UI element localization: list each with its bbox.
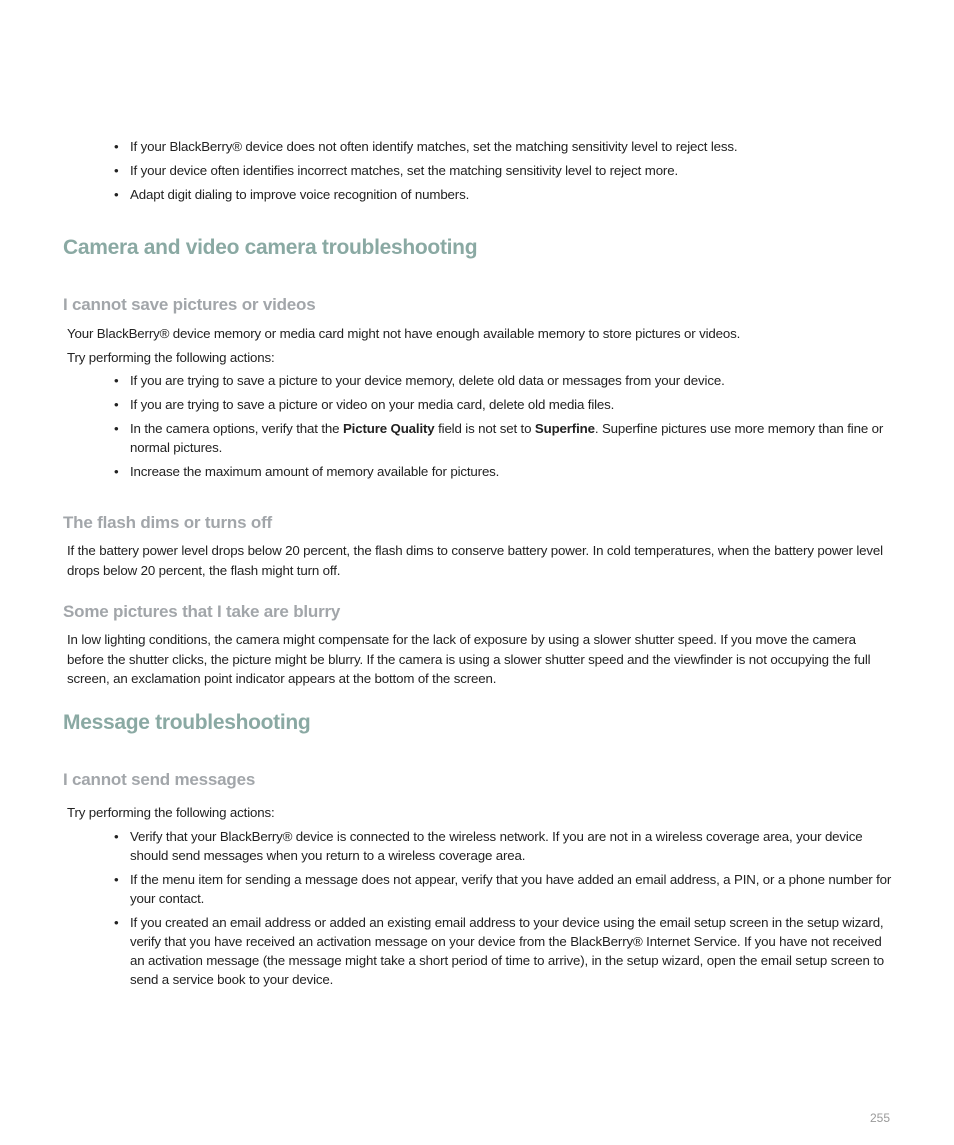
- paragraph: Try performing the following actions:: [67, 805, 275, 820]
- bullet-icon: •: [114, 421, 119, 436]
- list-item: • If you are trying to save a picture or video on your media card, delete old media files.: [114, 397, 615, 412]
- list-item: • If you created an email address or added an existing email address to your device using the email setup screen in the setup wizard, verify that you have received an activation message on your device from the BlackBerry® Internet Service. If you have not received an activation message (the message might take a short period of time to arrive), in the setup wizard, open the email setup screen to send a service book to your device.: [114, 915, 885, 987]
- option-superfine: Superfine: [534, 421, 595, 436]
- paragraph: Try performing the following actions:: [67, 349, 275, 365]
- list-item: • Adapt digit dialing to improve voice recognition of numbers.: [114, 187, 470, 202]
- paragraph: If the battery power level drops below 20 percent, the flash dims to conserve battery power. In cold temperatures, when the battery power level drops below 20 percent, the flash might turn off.: [67, 543, 883, 578]
- list-item: • If you are trying to save a picture to your device memory, delete old data or messages from your device.: [114, 373, 725, 388]
- heading-blurry: Some pictures that I take are blurry: [63, 602, 341, 621]
- heading-cannot-send: I cannot send messages: [63, 770, 256, 789]
- cannot-send-bullet-list: [114, 827, 892, 989]
- list-item: • If the menu item for sending a message does not appear, verify that you have added an email address, a PIN, or a phone number for your contact.: [114, 872, 892, 906]
- list-item: • In the camera options, verify that the Picture Quality field is not set to Superfine. Superfine pictures use more memory than fine or normal pictures.: [114, 421, 884, 455]
- page-number: 255: [869, 1111, 890, 1125]
- bullet-icon: •: [114, 139, 119, 154]
- cannot-save-bullet-list: [114, 371, 892, 481]
- bullet-icon: •: [114, 464, 119, 479]
- section-title-message: Message troubleshooting: [63, 711, 311, 734]
- list-item: • If your BlackBerry® device does not often identify matches, set the matching sensitivity level to reject less.: [114, 139, 738, 154]
- bullet-icon: •: [114, 187, 119, 202]
- paragraph: In low lighting conditions, the camera might compensate for the lack of exposure by using a slower shutter speed. If you move the camera before the shutter clicks, the picture might be blurry. If the camera is using a slower shutter speed and the viewfinder is not occupying the full screen, an exclamation point indicator appears at the bottom of the screen.: [67, 632, 871, 686]
- heading-cannot-save: I cannot save pictures or videos: [63, 295, 316, 314]
- flash-body: [67, 541, 893, 580]
- cannot-send-body: [67, 803, 893, 823]
- top-bullet-list: [114, 137, 892, 204]
- paragraph: Your BlackBerry® device memory or media card might not have enough available memory to store pictures or videos.: [67, 326, 741, 341]
- cannot-save-body: [67, 324, 893, 367]
- section-title-camera: Camera and video camera troubleshooting: [63, 236, 478, 259]
- field-name-picture-quality: Picture Quality: [342, 421, 435, 436]
- list-item: • Verify that your BlackBerry® device is connected to the wireless network. If you are not in a wireless coverage area, your device should send messages when you return to a wireless coverage area.: [114, 829, 863, 863]
- list-item: • If your device often identifies incorrect matches, set the matching sensitivity level to reject more.: [114, 163, 679, 178]
- bullet-icon: •: [114, 872, 119, 887]
- bullet-icon: •: [114, 397, 119, 412]
- list-item: • Increase the maximum amount of memory available for pictures.: [114, 464, 500, 479]
- heading-flash: The flash dims or turns off: [63, 513, 273, 532]
- bullet-icon: •: [114, 373, 119, 388]
- bullet-icon: •: [114, 915, 119, 930]
- blurry-body: [67, 630, 893, 689]
- bullet-icon: •: [114, 829, 119, 844]
- bullet-icon: •: [114, 163, 119, 178]
